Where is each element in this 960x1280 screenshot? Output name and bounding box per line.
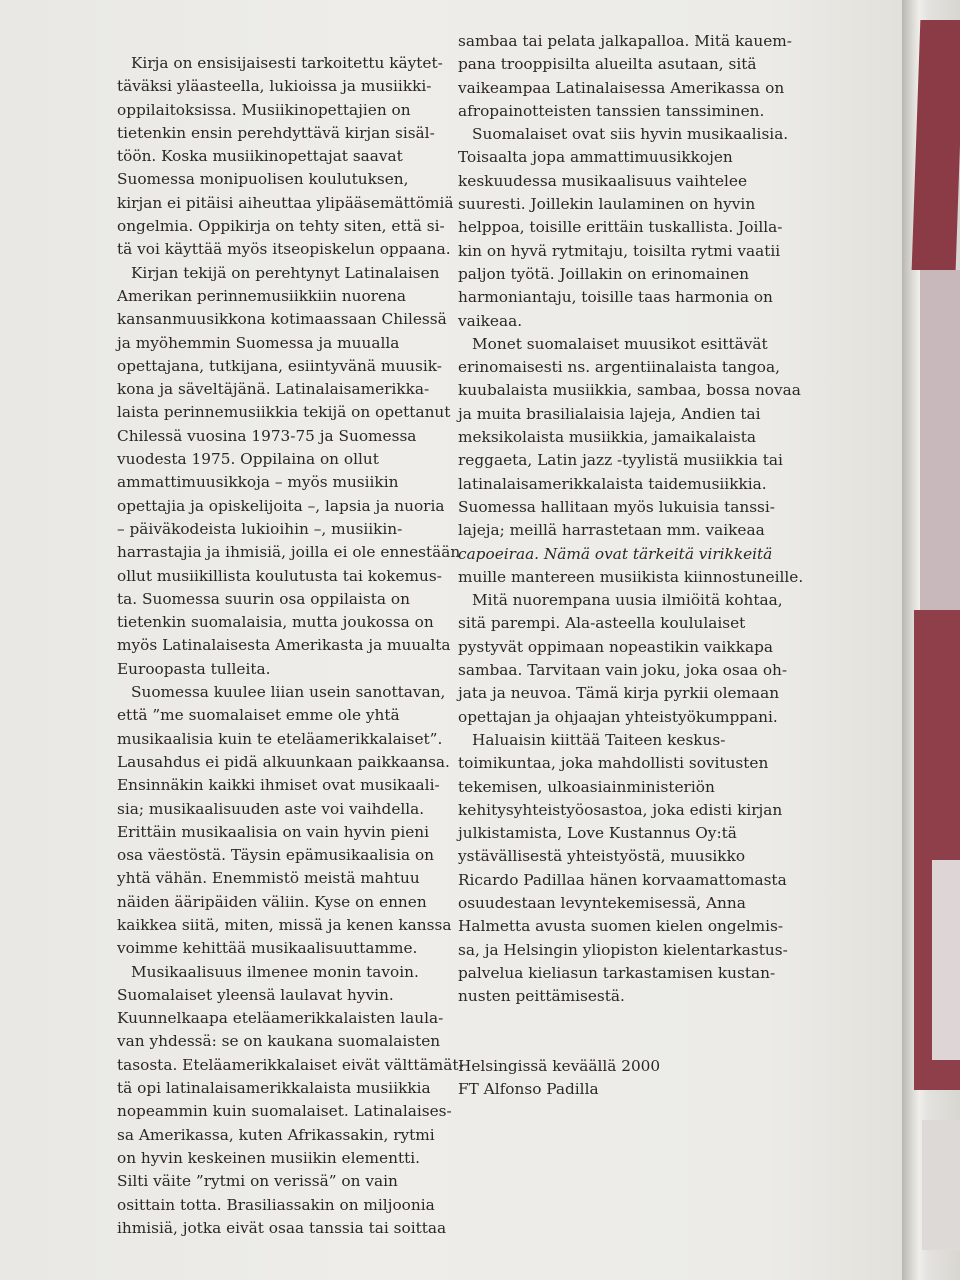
- text-line: on hyvin keskeinen musiikin elementti.: [117, 1148, 420, 1167]
- text-line: palvelua kieliasun tarkastamisen kustan-: [458, 963, 776, 982]
- capoeiraa-line: capoeiraa. Nämä ovat tärkeitä virikkeitä: [458, 544, 773, 563]
- text-line: Kirja on ensisijaisesti tarkoitettu käytet-: [131, 54, 443, 72]
- text-line: kirjan ei pitäisi aiheuttaa ylipääsemättömiä: [117, 193, 454, 212]
- text-line: keskuudessa musikaalisuus vaihtelee: [458, 171, 748, 190]
- text-line: opettajan ja ohjaajan yhteistyökumppani.: [458, 707, 778, 726]
- left-text-column: [117, 52, 464, 1240]
- text-line: myös Latinalaisesta Amerikasta ja muualta: [117, 636, 451, 655]
- text-line: sa Amerikassa, kuten Afrikassakin, rytmi: [117, 1125, 435, 1144]
- text-line: Euroopasta tulleita.: [117, 659, 271, 678]
- text-line: sambaa tai pelata jalkapalloa. Mitä kauem-: [458, 32, 792, 50]
- right-text-column: [458, 30, 803, 1008]
- text-line: oppilaitoksissa. Musiikinopettajien on: [117, 100, 411, 119]
- text-line: että ”me suomalaiset emme ole yhtä: [117, 706, 400, 725]
- text-line: kuubalaista musiikkia, sambaa, bossa novaa: [458, 381, 801, 400]
- text-line: Amerikan perinnemusiikkiin nuorena: [117, 286, 406, 305]
- text-line: voimme kehittää musikaalisuuttamme.: [117, 939, 418, 958]
- edge-mark: [920, 270, 960, 610]
- text-line: ja myöhemmin Suomessa ja muualla: [117, 333, 400, 352]
- text-line: Silti väite ”rytmi on verissä” on vain: [117, 1172, 398, 1191]
- text-line: Musikaalisuus ilmenee monin tavoin.: [131, 962, 419, 981]
- text-line-italic: [458, 543, 803, 566]
- text-line: toimikuntaa, joka mahdollisti sovitusten: [458, 754, 769, 773]
- text-line: ta. Suomessa suurin osa oppilaista on: [117, 589, 410, 608]
- text-line: Monet suomalaiset muusikot esittävät: [472, 334, 768, 353]
- text-line: ja muita brasilialaisia lajeja, Andien tai: [458, 404, 761, 423]
- text-line: Suomessa hallitaan myös lukuisia tanssi-: [458, 497, 775, 516]
- text-line: erinomaisesti ns. argentiinalaista tangoa,: [458, 358, 780, 377]
- text-line: helppoa, toisille erittäin tuskallista. Joilla-: [458, 218, 783, 237]
- text-line: laista perinnemusiikkia tekijä on opettanut: [117, 403, 451, 422]
- text-line: täväksi yläasteella, lukioissa ja musiikki-: [117, 77, 432, 96]
- text-line: Suomessa kuulee liian usein sanottavan,: [131, 683, 446, 702]
- text-line: reggaeta, Latin jazz -tyylistä musiikkia tai: [458, 451, 783, 470]
- text-line: Kirjan tekijä on perehtynyt Latinalaisen: [131, 263, 440, 282]
- text-line: sia; musikaalisuuden aste voi vaihdella.: [117, 799, 425, 818]
- text-line: sambaa. Tarvitaan vain joku, joka osaa oh-: [458, 661, 788, 680]
- text-line: ammattimuusikkoja – myös musiikin: [117, 473, 399, 492]
- text-line: pystyvät oppimaan nopeastikin vaikkapa: [458, 637, 774, 656]
- text-line: Chilessä vuosina 1973-75 ja Suomessa: [117, 426, 417, 445]
- text-line: muille mantereen musiikista kiinnostuneille.: [458, 567, 804, 586]
- text-line: kehitysyhteistyöosastoa, joka edisti kirjan: [458, 800, 783, 819]
- text-line: sa, ja Helsingin yliopiston kielentarkastus-: [458, 940, 788, 959]
- text-line: Erittäin musikaalisia on vain hyvin pieni: [117, 822, 430, 841]
- text-line: suuresti. Joillekin laulaminen on hyvin: [458, 195, 756, 214]
- next-page-edge: [902, 0, 960, 1280]
- text-line: Suomalaiset ovat siis hyvin musikaalisia.: [472, 125, 789, 144]
- signature-place-date: Helsingissä keväällä 2000: [458, 1057, 661, 1075]
- text-line: Ensinnäkin kaikki ihmiset ovat musikaali-: [117, 776, 440, 795]
- text-line: tasosta. Eteläamerikkalaiset eivät välttämät-: [117, 1055, 464, 1074]
- signature-author: FT Alfonso Padilla: [458, 1080, 599, 1099]
- text-line: kin on hyvä rytmitaju, toisilta rytmi vaatii: [458, 241, 781, 260]
- text-line: tekemisen, ulkoasiainministeriön: [458, 777, 715, 796]
- edge-mark: [912, 20, 960, 270]
- text-line: näiden ääripäiden väliin. Kyse on ennen: [117, 892, 427, 911]
- text-line: kona ja säveltäjänä. Latinalaisamerikka-: [117, 380, 430, 399]
- text-line: paljon työtä. Joillakin on erinomainen: [458, 264, 749, 283]
- text-line: Toisaalta jopa ammattimuusikkojen: [458, 148, 733, 167]
- edge-mark: [932, 860, 960, 1060]
- text-line: osittain totta. Brasiliassakin on miljoonia: [117, 1195, 435, 1214]
- text-line: opettajana, tutkijana, esiintyvänä muusik-: [117, 356, 442, 375]
- text-line: kansanmuusikkona kotimaassaan Chilessä: [117, 310, 447, 329]
- text-line: julkistamista, Love Kustannus Oy:tä: [458, 824, 737, 843]
- text-line: tä opi latinalaisamerikkalaista musiikkia: [117, 1079, 431, 1098]
- text-line: van yhdessä: se on kaukana suomalaisten: [117, 1032, 441, 1051]
- text-line: vuodesta 1975. Oppilaina on ollut: [117, 450, 379, 469]
- text-line: ollut musiikillista koulutusta tai kokemus-: [117, 566, 442, 585]
- text-line: nusten peittämisestä.: [458, 987, 625, 1006]
- text-line: ongelmia. Oppikirja on tehty siten, että si-: [117, 217, 445, 236]
- text-line: ystävällisestä yhteistyöstä, muusikko: [458, 847, 746, 866]
- text-line: musikaalisia kuin te eteläamerikkalaiset”.: [117, 729, 443, 748]
- text-line: osa väestöstä. Täysin epämusikaalisia on: [117, 846, 435, 865]
- text-line: yhtä vähän. Enemmistö meistä mahtuu: [117, 869, 420, 888]
- text-line: töön. Koska musiikinopettajat saavat: [117, 147, 403, 166]
- text-line: Lausahdus ei pidä alkuunkaan paikkaansa.: [117, 752, 450, 771]
- text-line: jata ja neuvoa. Tämä kirja pyrkii olemaan: [458, 684, 780, 703]
- text-line: Halmetta avusta suomen kielen ongelmis-: [458, 917, 784, 936]
- text-line: latinalaisamerikkalaista taidemusiikkia.: [458, 474, 767, 493]
- signature-block: [458, 1055, 660, 1102]
- edge-mark: [922, 1120, 960, 1250]
- text-line: vaikeampaa Latinalaisessa Amerikassa on: [458, 78, 785, 97]
- text-line: kaikkea siitä, miten, missä ja kenen kanssa: [117, 915, 452, 934]
- text-line: sitä parempi. Ala-asteella koululaiset: [458, 614, 746, 633]
- text-line: nopeammin kuin suomalaiset. Latinalaises-: [117, 1102, 452, 1121]
- text-line: tä voi käyttää myös itseopiskelun oppaana.: [117, 240, 451, 259]
- text-line: pana trooppisilta alueilta asutaan, sitä: [458, 55, 757, 74]
- text-line: Kuunnelkaapa eteläamerikkalaisten laula-: [117, 1009, 444, 1028]
- text-line: osuudestaan levyntekemisessä, Anna: [458, 893, 746, 912]
- text-line: – päiväkodeista lukioihin –, musiikin-: [117, 519, 403, 538]
- text-line: tietenkin suomalaisia, mutta joukossa on: [117, 613, 434, 632]
- text-line: Suomalaiset yleensä laulavat hyvin.: [117, 985, 394, 1004]
- text-line: afropainotteisten tanssien tanssiminen.: [458, 101, 765, 120]
- text-line: harrastajia ja ihmisiä, joilla ei ole ennestään: [117, 543, 461, 562]
- text-line: Haluaisin kiittää Taiteen keskus-: [472, 730, 726, 749]
- text-line: Mitä nuorempana uusia ilmiöitä kohtaa,: [472, 591, 783, 610]
- text-line: Suomessa monipuolisen koulutuksen,: [117, 170, 409, 189]
- text-line: meksikolaista musiikkia, jamaikalaista: [458, 428, 756, 447]
- text-line: lajeja; meillä harrastetaan mm. vaikeaa: [458, 521, 765, 540]
- text-line: tietenkin ensin perehdyttävä kirjan sisäl-: [117, 123, 435, 142]
- text-line: harmoniantaju, toisille taas harmonia on: [458, 288, 773, 307]
- text-line: opettajia ja opiskelijoita –, lapsia ja nuoria: [117, 496, 445, 515]
- text-line: Ricardo Padillaa hänen korvaamattomasta: [458, 870, 787, 889]
- text-line: ihmisiä, jotka eivät osaa tanssia tai soittaa: [117, 1218, 447, 1237]
- text-line: vaikeaa.: [458, 311, 523, 330]
